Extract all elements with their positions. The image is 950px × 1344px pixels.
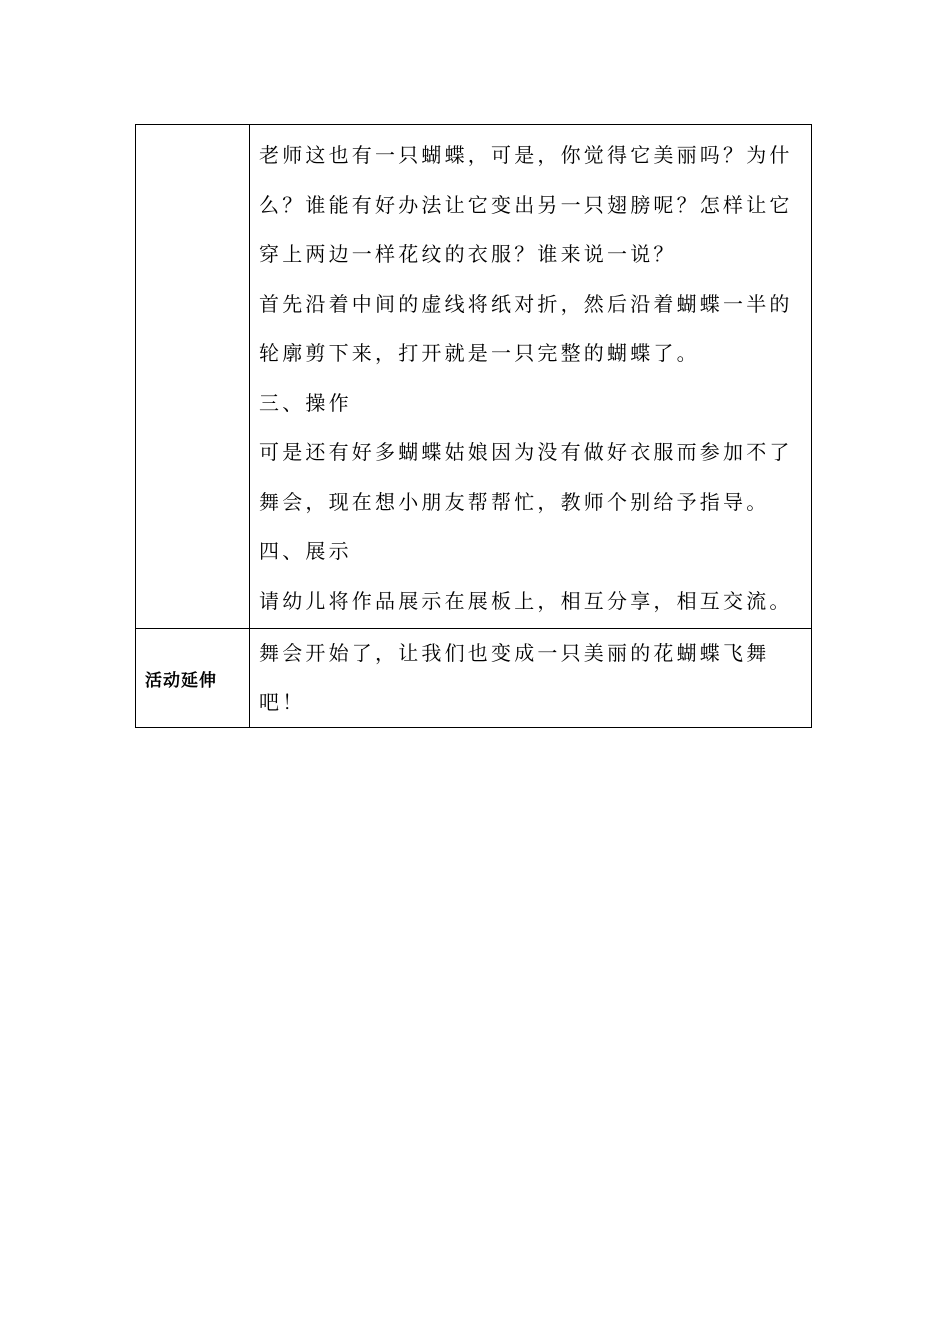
extension-row: [136, 629, 812, 728]
process-label-cell: [136, 125, 250, 629]
process-row: [136, 125, 812, 629]
extension-label: 活动延伸: [145, 670, 217, 691]
extension-content: 舞会开始了，让我们也变成一只美丽的花蝴蝶飞舞吧！: [259, 641, 770, 714]
extension-label-cell: [136, 629, 250, 728]
section-heading-operation: 三、操作: [259, 390, 352, 415]
paragraph-operation: 可是还有好多蝴蝶姑娘因为没有做好衣服而参加不了舞会，现在想小朋友帮帮忙，教师个别给予指导。: [259, 440, 793, 514]
paragraph-display: 请幼儿将作品展示在展板上，相互分享，相互交流。: [259, 588, 793, 613]
activity-plan-table: [135, 124, 812, 728]
extension-content-cell: [250, 629, 812, 728]
section-heading-display: 四、展示: [259, 539, 352, 563]
paragraph-question: 老师这也有一只蝴蝶，可是，你觉得它美丽吗？为什么？谁能有好办法让它变出另一只翅膀呢？怎样让它穿上两边一样花纹的衣服？谁来说一说？: [259, 143, 793, 266]
process-content-cell: [250, 125, 812, 629]
paragraph-method: 首先沿着中间的虚线将纸对折，然后沿着蝴蝶一半的轮廓剪下来，打开就是一只完整的蝴蝶了。: [259, 291, 793, 365]
